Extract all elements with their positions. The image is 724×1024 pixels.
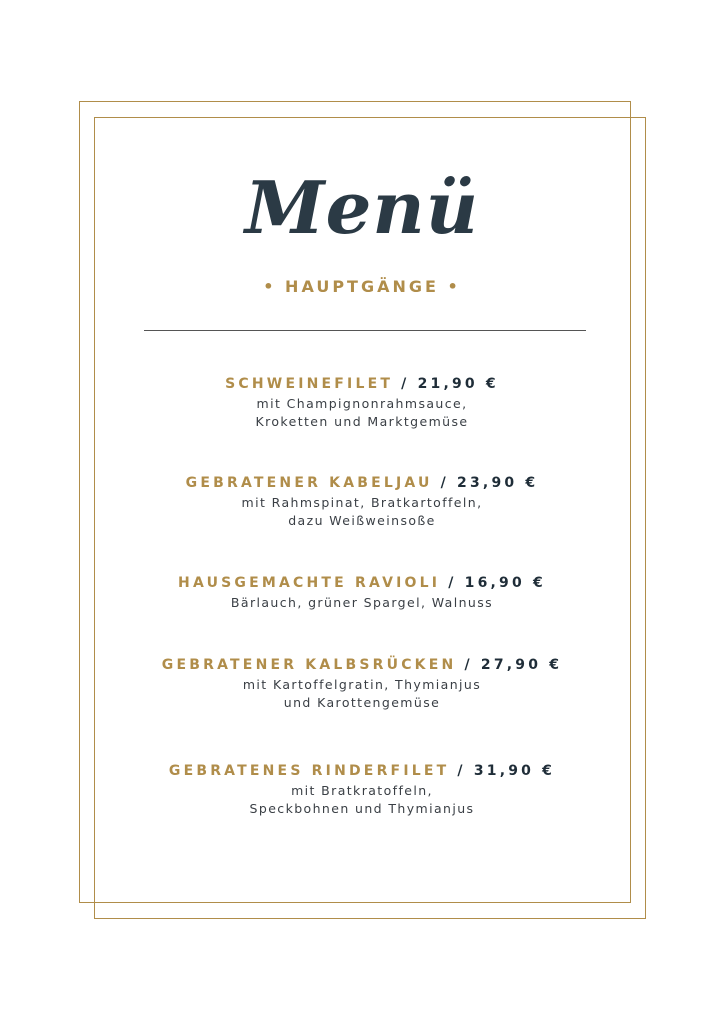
dish-name: GEBRATENER KABELJAU xyxy=(185,475,433,491)
dish-description: mit Champignonrahmsauce, Kroketten und Marktgemüse xyxy=(255,396,469,429)
menu-subtitle: • HAUPTGÄNGE • xyxy=(263,277,461,296)
dish-description: mit Rahmspinat, Bratkartoffeln, dazu Weißweinsoße xyxy=(241,495,483,528)
menu-item xyxy=(0,762,724,818)
dish-description: Bärlauch, grüner Spargel, Walnuss xyxy=(230,595,494,610)
dish-price: / 27,90 € xyxy=(456,657,563,673)
dish-description: mit Kartoffelgratin, Thymianjus und Karottengemüse xyxy=(242,677,482,710)
menu-title: Menü xyxy=(244,165,480,250)
menu-item xyxy=(0,474,724,530)
menu-item xyxy=(0,656,724,712)
dish-price: / 23,90 € xyxy=(432,475,539,491)
dish-price: / 21,90 € xyxy=(393,376,499,392)
menu-item xyxy=(0,574,724,612)
dish-name: GEBRATENER KALBSRÜCKEN xyxy=(161,657,457,673)
dish-price: / 16,90 € xyxy=(440,575,546,591)
menu-item xyxy=(0,375,724,431)
dish-name: SCHWEINEFILET xyxy=(225,376,394,392)
dish-description: mit Bratkratoffeln, Speckbohnen und Thymianjus xyxy=(249,783,475,816)
dish-price: / 31,90 € xyxy=(449,763,556,779)
dish-name: HAUSGEMACHTE RAVIOLI xyxy=(178,575,441,591)
divider xyxy=(144,330,586,331)
dish-name: GEBRATENES RINDERFILET xyxy=(168,763,450,779)
